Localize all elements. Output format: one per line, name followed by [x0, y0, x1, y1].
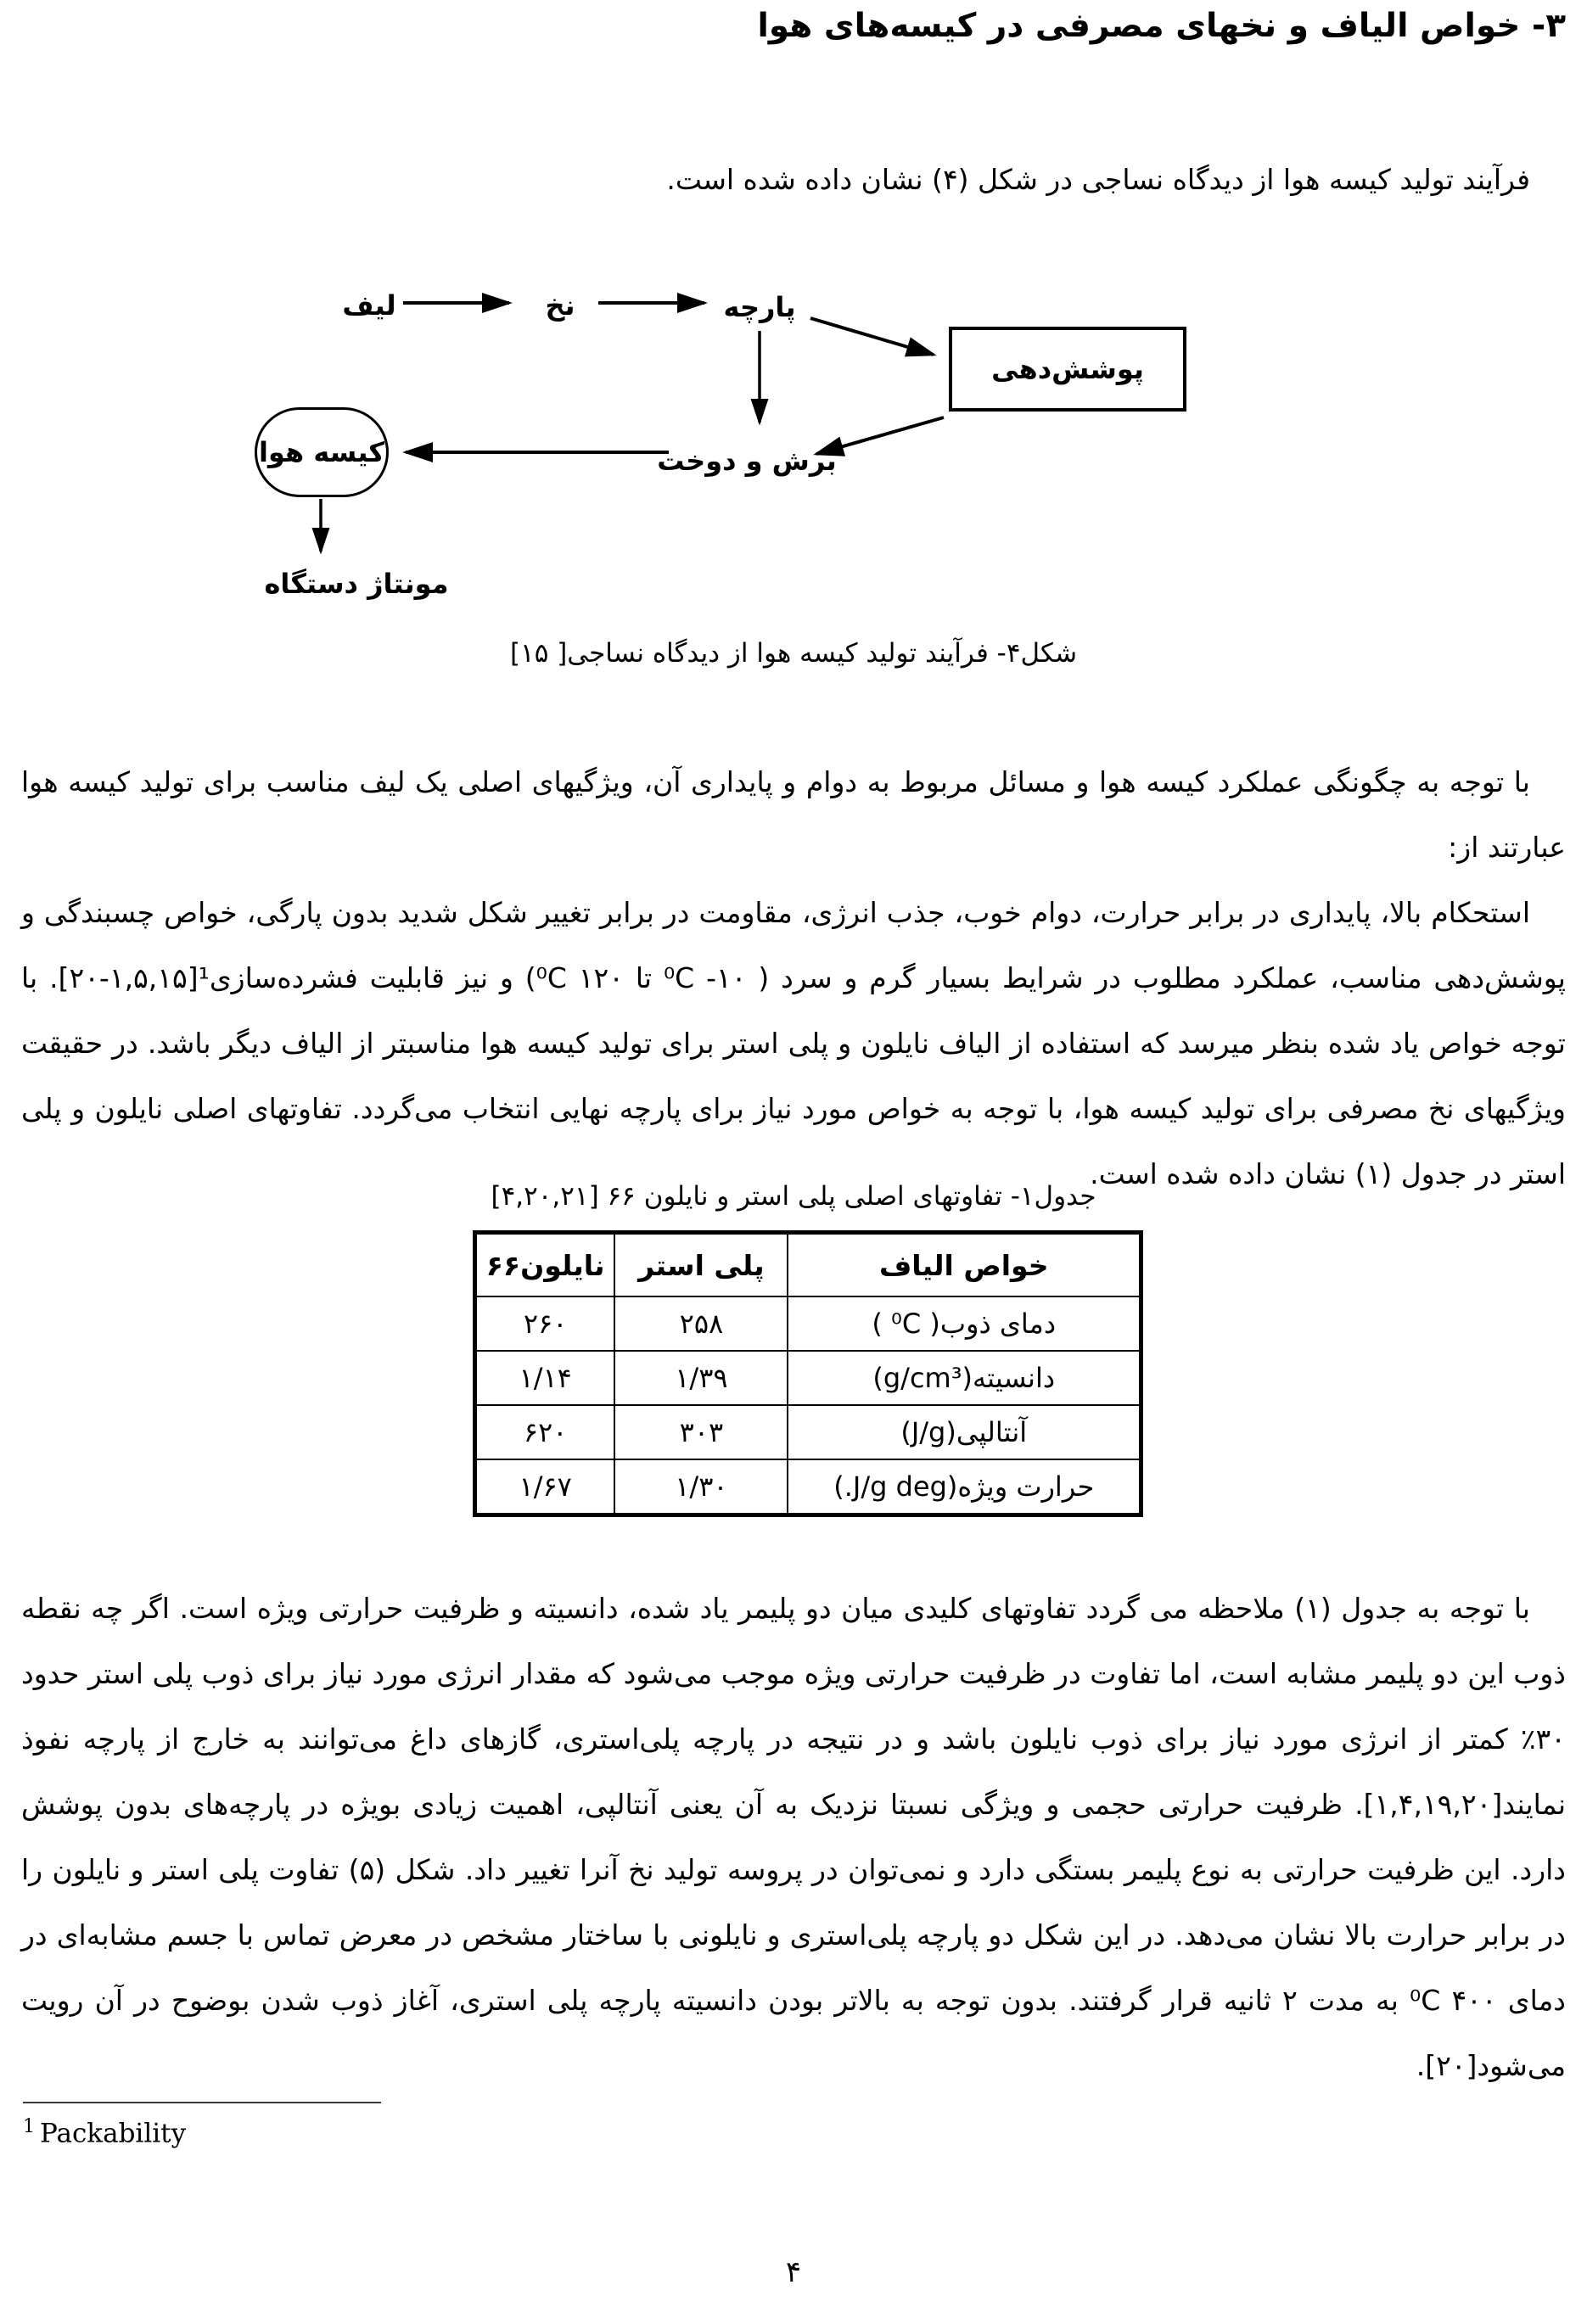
- page-number: ۴: [785, 2255, 802, 2289]
- properties-intro-paragraph: با توجه به چگونگی عملکرد کیسه هوا و مسائل مربوط به دوام و پایداری آن، ویژگیهای اصلی یک لیف مناسب برای تولید کیسه هوا عبارتند از:: [21, 765, 1566, 864]
- footnote-divider: [23, 2102, 381, 2103]
- header-fiber-properties: خواص الیاف: [788, 1233, 1141, 1297]
- cell-nylon66-value: ۲۶۰: [475, 1296, 615, 1351]
- node-coating-label: پوشش‌دهی: [991, 353, 1144, 385]
- node-cutting-sewing: برش و دوخت: [657, 445, 837, 477]
- cell-polyester-value: ۲۵۸: [614, 1296, 788, 1351]
- node-airbag-stadium: [255, 407, 389, 497]
- table-row-enthalpy: [475, 1405, 1141, 1459]
- footnote-text: Packability: [40, 2118, 187, 2149]
- cell-property: دانسیته(g/cm³): [788, 1351, 1141, 1405]
- arrow-fabric-to-coating: [810, 318, 934, 355]
- cell-polyester-value: ۳۰۳: [614, 1405, 788, 1459]
- cell-polyester-value: ۱/۳۰: [614, 1459, 788, 1515]
- header-polyester: پلی استر: [614, 1233, 788, 1297]
- figure-4-flow-diagram: [212, 280, 1231, 619]
- cell-property: حرارت ویژه(J/g deg.): [788, 1459, 1141, 1515]
- section-heading: ۳- خواص الیاف و نخهای مصرفی در کیسه‌های هوا: [757, 7, 1566, 45]
- table-1-caption: جدول۱- تفاوتهای اصلی پلی استر و نایلون ۶۶ [۴,۲۰,۲۱]: [491, 1181, 1096, 1212]
- cell-property: دمای ذوب( ⁰C ): [788, 1296, 1141, 1351]
- footnote: [23, 2116, 186, 2148]
- cell-nylon66-value: ۱/۱۴: [475, 1351, 615, 1405]
- node-fiber: لیف: [342, 289, 396, 322]
- properties-list-paragraph: استحکام بالا، پایداری در برابر حرارت، دوام خوب، جذب انرژی، مقاومت در برابر تغییر شکل شدید بدون پارگی، خواص چسبندگی و پوشش‌دهی مناسب، عملکرد مطلوب در شرایط بسیار گرم و سرد ( ۱۰- ⁰C تا ۱۲۰ ⁰C) و نیز قابلیت فشرده‌سازی¹[۱,۵,۱۵-۲۰]. با توجه خواص یاد شده بنظر میرسد که استفاده از الیاف نایلون و پلی استر برای تولید کیسه هوا مناسبتر از الیاف دیگر باشد. در حقیقت ویژگیهای نخ مصرفی برای تولید کیسه هوا، با توجه به خواص مورد نیاز برای پارچه نهایی انتخاب می‌گردد. تفاوتهای اصلی نایلون و پلی استر در جدول (۱) نشان داده شده است.: [21, 896, 1566, 1190]
- header-nylon66: نایلون۶۶: [475, 1233, 615, 1297]
- intro-paragraph: فرآیند تولید کیسه هوا از دیدگاه نساجی در شکل (۴) نشان داده شده است.: [666, 163, 1530, 196]
- table-row-density: [475, 1351, 1141, 1405]
- node-yarn: نخ: [545, 289, 575, 322]
- node-airbag-label: کیسه هوا: [259, 436, 384, 468]
- table-header-row: [475, 1233, 1141, 1297]
- cell-property: آنتالپی(J/g): [788, 1405, 1141, 1459]
- figure-4-caption: شکل۴- فرآیند تولید کیسه هوا از دیدگاه نساجی[ ۱۵]: [509, 638, 1078, 669]
- node-assembly: مونتاژ دستگاه: [264, 568, 449, 600]
- discussion-paragraph: با توجه به جدول (۱) ملاحظه می گردد تفاوتهای کلیدی میان دو پلیمر یاد شده، دانسیته و ظرفیت حرارتی ویژه است. اگر چه نقطه ذوب این دو پلیمر مشابه است، اما تفاوت در ظرفیت حرارتی ویژه موجب می‌شود که مقدار انرژی مورد نیاز برای ذوب پلی استر حدود ۳۰٪ کمتر از انرژی مورد نیاز برای ذوب نایلون باشد و در نتیجه در پارچه پلی‌استری، گازهای داغ می‌توانند به خارج از پارچه نفوذ نمایند[۱,۴,۱۹,۲۰]. ظرفیت حرارتی حجمی و ویژگی نسبتا نزدیک به آن یعنی آنتالپی، اهمیت زیادی بویژه در پارچه‌های بدون پوشش دارد. این ظرفیت حرارتی به نوع پلیمر بستگی دارد و نمی‌توان در پروسه تولید نخ آنرا تغییر داد. شکل (۵) تفاوت پلی استر و نایلون را در برابر حرارت بالا نشان می‌دهد. در این شکل دو پارچه پلی‌استری و نایلونی با ساختار مشخص در معرض تماس با جسم مشابه‌ای در دمای ۴۰۰ ⁰C به مدت ۲ ثانیه قرار گرفتند. بدون توجه به بالاتر بودن دانسیته پارچه پلی استری، آغاز ذوب شدن بوضوح در آن رویت می‌شود[۲۰].: [21, 1592, 1567, 2082]
- fiber-properties-table: [473, 1230, 1143, 1517]
- node-coating-box: [949, 327, 1186, 412]
- footnote-marker: 1: [23, 2116, 35, 2137]
- table-row-specific-heat: [475, 1459, 1141, 1515]
- table-row-melting-point: [475, 1296, 1141, 1351]
- cell-nylon66-value: ۱/۶۷: [475, 1459, 615, 1515]
- cell-nylon66-value: ۶۲۰: [475, 1405, 615, 1459]
- node-fabric: پارچه: [723, 291, 796, 323]
- cell-polyester-value: ۱/۳۹: [614, 1351, 788, 1405]
